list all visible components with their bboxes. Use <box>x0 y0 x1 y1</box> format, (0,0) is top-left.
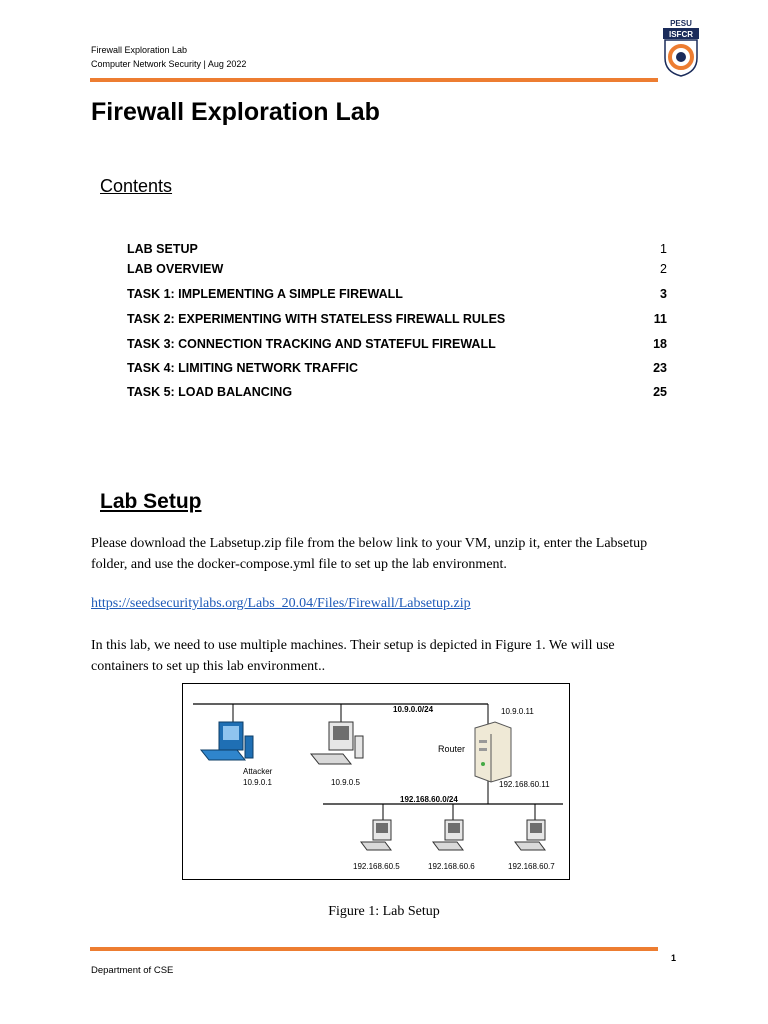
department-label: Department of CSE <box>91 965 174 976</box>
toc-entry-title: TASK 4: LIMITING NETWORK TRAFFIC <box>127 361 358 375</box>
logo-text-mid: ISFCR <box>669 30 693 39</box>
router-label: Router <box>438 744 466 754</box>
toc-entry-title: TASK 5: LOAD BALANCING <box>127 385 293 399</box>
internal-host-icon <box>361 820 391 850</box>
toc-entry-page: 25 <box>653 385 667 399</box>
toc-entry[interactable] <box>127 337 667 355</box>
page-title: Firewall Exploration Lab <box>91 98 380 126</box>
toc-entry-title: TASK 2: EXPERIMENTING WITH STATELESS FIREWALL RULES <box>127 312 506 326</box>
attacker-label: Attacker <box>243 767 273 776</box>
net1-label: 10.9.0.0/24 <box>393 705 434 714</box>
toc-entry-page: 1 <box>660 242 667 256</box>
toc-entry-page: 23 <box>653 361 667 375</box>
toc-entry[interactable] <box>127 385 667 403</box>
paragraph-download: Please download the Labsetup.zip file from the below link to your VM, unzip it, enter the Labsetup folder, and use the docker-compose.yml file to set up the lab environment. <box>91 536 648 572</box>
toc-entry-page: 18 <box>653 337 667 351</box>
host-computer-icon <box>311 722 363 764</box>
network-figure <box>182 683 570 880</box>
page-number: 1 <box>671 953 677 963</box>
section-heading: Lab Setup <box>100 490 202 513</box>
toc-entry[interactable] <box>127 287 667 305</box>
footer-rule <box>90 947 658 951</box>
toc-entry[interactable] <box>127 312 667 330</box>
toc-entry[interactable] <box>127 242 667 260</box>
internal-ip: 192.168.60.6 <box>428 862 475 871</box>
internal-ip: 192.168.60.7 <box>508 862 555 871</box>
paragraph-machines: In this lab, we need to use multiple machines. Their setup is depicted in Figure 1. We will use containers to set up this lab environment.. <box>91 638 615 674</box>
toc-entry-page: 3 <box>660 287 667 301</box>
logo-text-top: PESU <box>670 19 692 28</box>
toc-entry-page: 11 <box>653 312 667 326</box>
router-ip2: 192.168.60.11 <box>499 780 550 789</box>
toc-entry-title: LAB SETUP <box>127 242 198 256</box>
toc-entry-page: 2 <box>660 262 667 276</box>
pesu-isfcr-logo <box>660 18 702 78</box>
figure-caption: Figure 1: Lab Setup <box>328 904 440 919</box>
router-server-icon <box>475 722 511 782</box>
attacker-ip: 10.9.0.1 <box>243 778 272 787</box>
toc-entry[interactable] <box>127 262 667 280</box>
toc-entry-title: TASK 1: IMPLEMENTING A SIMPLE FIREWALL <box>127 287 403 301</box>
host-ip: 10.9.0.5 <box>331 778 360 787</box>
header-title: Firewall Exploration Lab <box>91 45 188 55</box>
attacker-computer-icon <box>201 722 253 760</box>
router-ip1: 10.9.0.11 <box>501 707 534 716</box>
header-rule <box>90 78 658 82</box>
toc-entry-title: TASK 3: CONNECTION TRACKING AND STATEFUL FIREWALL <box>127 337 496 351</box>
toc-entry[interactable] <box>127 361 667 379</box>
contents-heading: Contents <box>100 176 173 196</box>
header-subtitle: Computer Network Security | Aug 2022 <box>91 59 247 69</box>
internal-ip: 192.168.60.5 <box>353 862 400 871</box>
labsetup-link[interactable]: https://seedsecuritylabs.org/Labs_20.04/Files/Firewall/Labsetup.zip <box>91 596 471 611</box>
net2-label: 192.168.60.0/24 <box>400 795 458 804</box>
toc-entry-title: LAB OVERVIEW <box>127 262 224 276</box>
internal-host-icon <box>433 820 463 850</box>
internal-host-icon <box>515 820 545 850</box>
